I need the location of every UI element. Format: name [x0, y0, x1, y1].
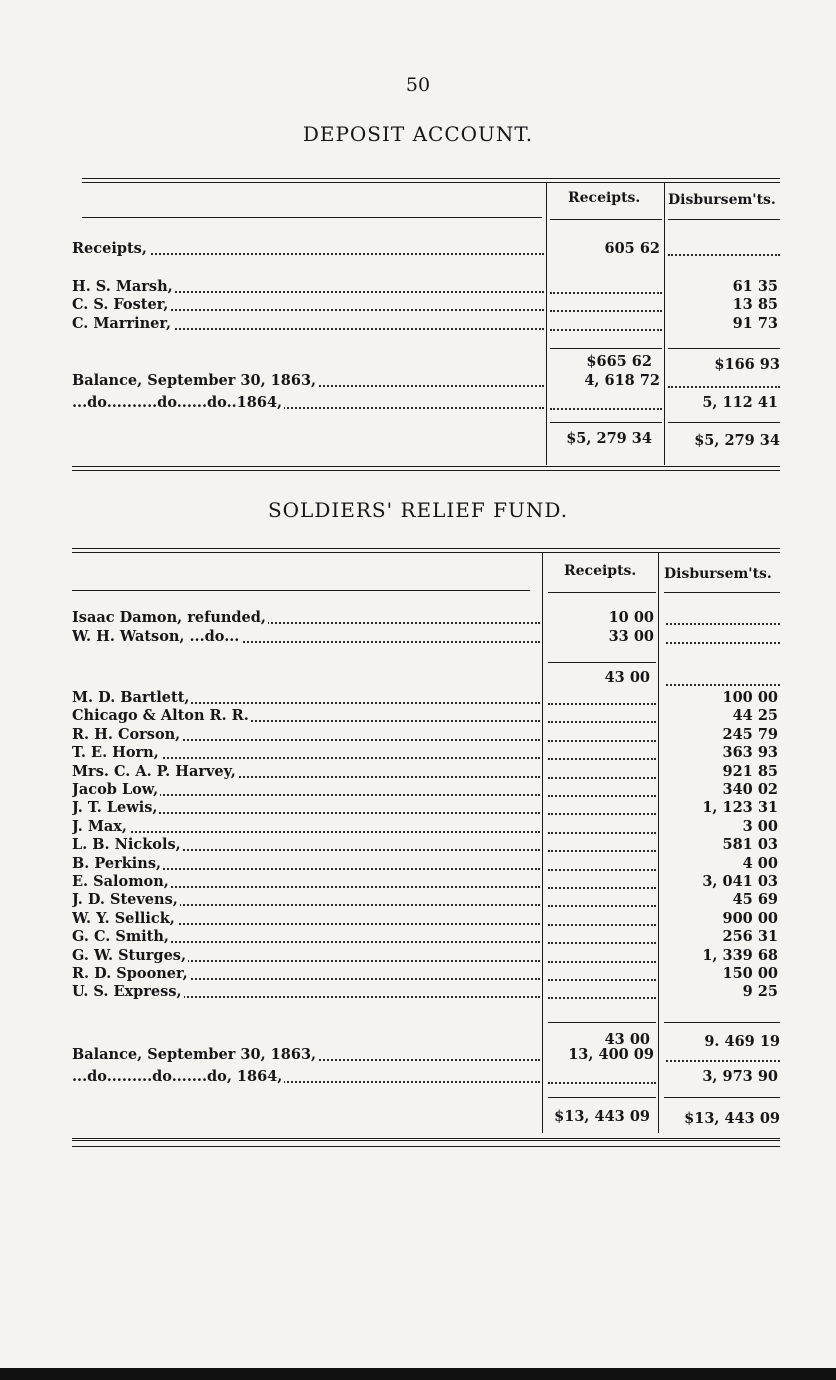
ledger-row	[72, 855, 780, 873]
ledger-row	[72, 928, 780, 946]
row-label: H. S. Marsh,	[72, 278, 173, 295]
row-label: J. T. Lewis,	[72, 799, 158, 817]
deposit-subtotal-receipts: $665 62	[586, 353, 652, 370]
ledger-row	[72, 726, 780, 744]
disbursements-amount: 1, 339 68	[702, 946, 778, 964]
row-label: E. Salomon,	[72, 873, 169, 890]
disbursements-amount: 150 00	[722, 965, 778, 982]
row-label: U. S. Express,	[72, 983, 182, 1001]
row-label: Balance, September 30, 1863,	[72, 1046, 317, 1063]
soldiers-relief-title: SOLDIERS' RELIEF FUND.	[267, 498, 569, 522]
disbursements-amount: 921 85	[722, 762, 778, 780]
disbursements-amount: 245 79	[722, 725, 778, 743]
row-label: T. E. Horn,	[72, 744, 159, 762]
deposit-total-receipts: $5, 279 34	[566, 430, 652, 447]
disbursements-amount: 3, 041 03	[702, 873, 778, 890]
ledger-row	[72, 965, 780, 983]
disbursements-amount: 5, 112 41	[702, 394, 778, 411]
disbursements-amount: 256 31	[722, 928, 778, 946]
row-label: W. H. Watson, ...do...	[72, 628, 240, 645]
ledger-row	[72, 836, 780, 854]
page-edge-band	[0, 1368, 836, 1380]
row-label: ...do.........do.......do, 1864,	[72, 1068, 283, 1085]
row-label: L. B. Nickols,	[72, 836, 181, 854]
row-label: Balance, September 30, 1863,	[72, 372, 317, 389]
relief-col-disbursements: Disbursem'ts.	[664, 566, 772, 582]
row-label: G. C. Smith,	[72, 928, 169, 946]
row-label: Isaac Damon, refunded,	[72, 609, 266, 626]
disbursements-amount: 1, 123 31	[702, 799, 778, 817]
disbursements-amount: 45 69	[732, 891, 778, 909]
disbursements-amount: 3 00	[742, 817, 778, 835]
row-label: W. Y. Sellick,	[72, 909, 175, 927]
relief-total-disbursements: $13, 443 09	[684, 1110, 780, 1127]
deposit-col-receipts: Receipts.	[568, 190, 641, 206]
deposit-total-disbursements: $5, 279 34	[694, 432, 780, 449]
ledger-row	[72, 707, 780, 725]
disbursements-amount: 3, 973 90	[702, 1068, 778, 1085]
row-label: M. D. Bartlett,	[72, 689, 190, 706]
disbursements-amount: 44 25	[732, 707, 778, 725]
page-number: 50	[405, 74, 431, 96]
receipts-amount: 33 00	[608, 628, 654, 645]
row-label: G. W. Sturges,	[72, 946, 187, 964]
receipts-amount: 10 00	[608, 609, 654, 626]
ledger-row	[72, 891, 780, 909]
receipts-amount: 4, 618 72	[584, 372, 660, 389]
deposit-subtotal-disbursements: $166 93	[714, 356, 780, 373]
row-label: Chicago & Alton R. R.	[72, 707, 249, 725]
disbursements-amount: 581 03	[722, 836, 778, 854]
row-label: Mrs. C. A. P. Harvey,	[72, 762, 236, 780]
deposit-account-title: DEPOSIT ACCOUNT.	[302, 122, 534, 146]
bottom-double-rule	[72, 1138, 780, 1144]
ledger-row	[72, 1046, 780, 1064]
ledger-row	[72, 781, 780, 799]
relief-receipts-subtotal: 43 00	[604, 669, 650, 686]
row-label: C. Marriner,	[72, 315, 172, 332]
disbursements-amount: 363 93	[722, 744, 778, 762]
ledger-row	[72, 910, 780, 928]
ledger-row	[72, 763, 780, 781]
deposit-col-disbursements: Disbursem'ts.	[668, 192, 776, 208]
disbursements-amount: 900 00	[722, 909, 778, 927]
row-label: Receipts,	[72, 240, 147, 257]
disbursements-amount: 9 25	[742, 983, 778, 1001]
ledger-row	[72, 983, 780, 1001]
ledger-row	[72, 689, 780, 707]
disbursements-amount: 13 85	[732, 296, 778, 313]
row-label: R. H. Corson,	[72, 725, 181, 743]
row-label: C. S. Foster,	[72, 296, 169, 313]
relief-col-receipts: Receipts.	[564, 563, 637, 579]
disbursements-amount: 91 73	[732, 315, 778, 332]
soldiers-relief-table	[72, 0, 780, 1150]
row-label: J. D. Stevens,	[72, 891, 178, 909]
disbursements-amount: 61 35	[732, 278, 778, 295]
row-label: J. Max,	[72, 817, 127, 835]
disbursements-amount: 100 00	[722, 689, 778, 706]
relief-total-receipts: $13, 443 09	[554, 1108, 650, 1125]
disbursements-amount: 4 00	[742, 854, 778, 872]
receipts-amount: 13, 400 09	[568, 1046, 654, 1063]
ledger-row	[72, 609, 780, 627]
row-label: Jacob Low,	[72, 781, 159, 798]
row-label: ...do..........do......do..1864,	[72, 394, 283, 411]
ledger-row	[72, 628, 780, 646]
row-label: R. D. Spooner,	[72, 965, 188, 982]
ledger-row	[72, 947, 780, 965]
ledger-row	[72, 1068, 780, 1086]
ledger-row	[72, 873, 780, 891]
relief-subtotal-disbursements: 9. 469 19	[704, 1033, 780, 1050]
ledger-row	[72, 744, 780, 762]
row-label: B. Perkins,	[72, 854, 162, 872]
receipts-amount: 605 62	[604, 240, 660, 257]
relief-subtotal-receipts: 43 00	[604, 1031, 650, 1048]
ledger-row	[72, 818, 780, 836]
disbursements-amount: 340 02	[722, 781, 778, 798]
ledger-row	[72, 799, 780, 817]
